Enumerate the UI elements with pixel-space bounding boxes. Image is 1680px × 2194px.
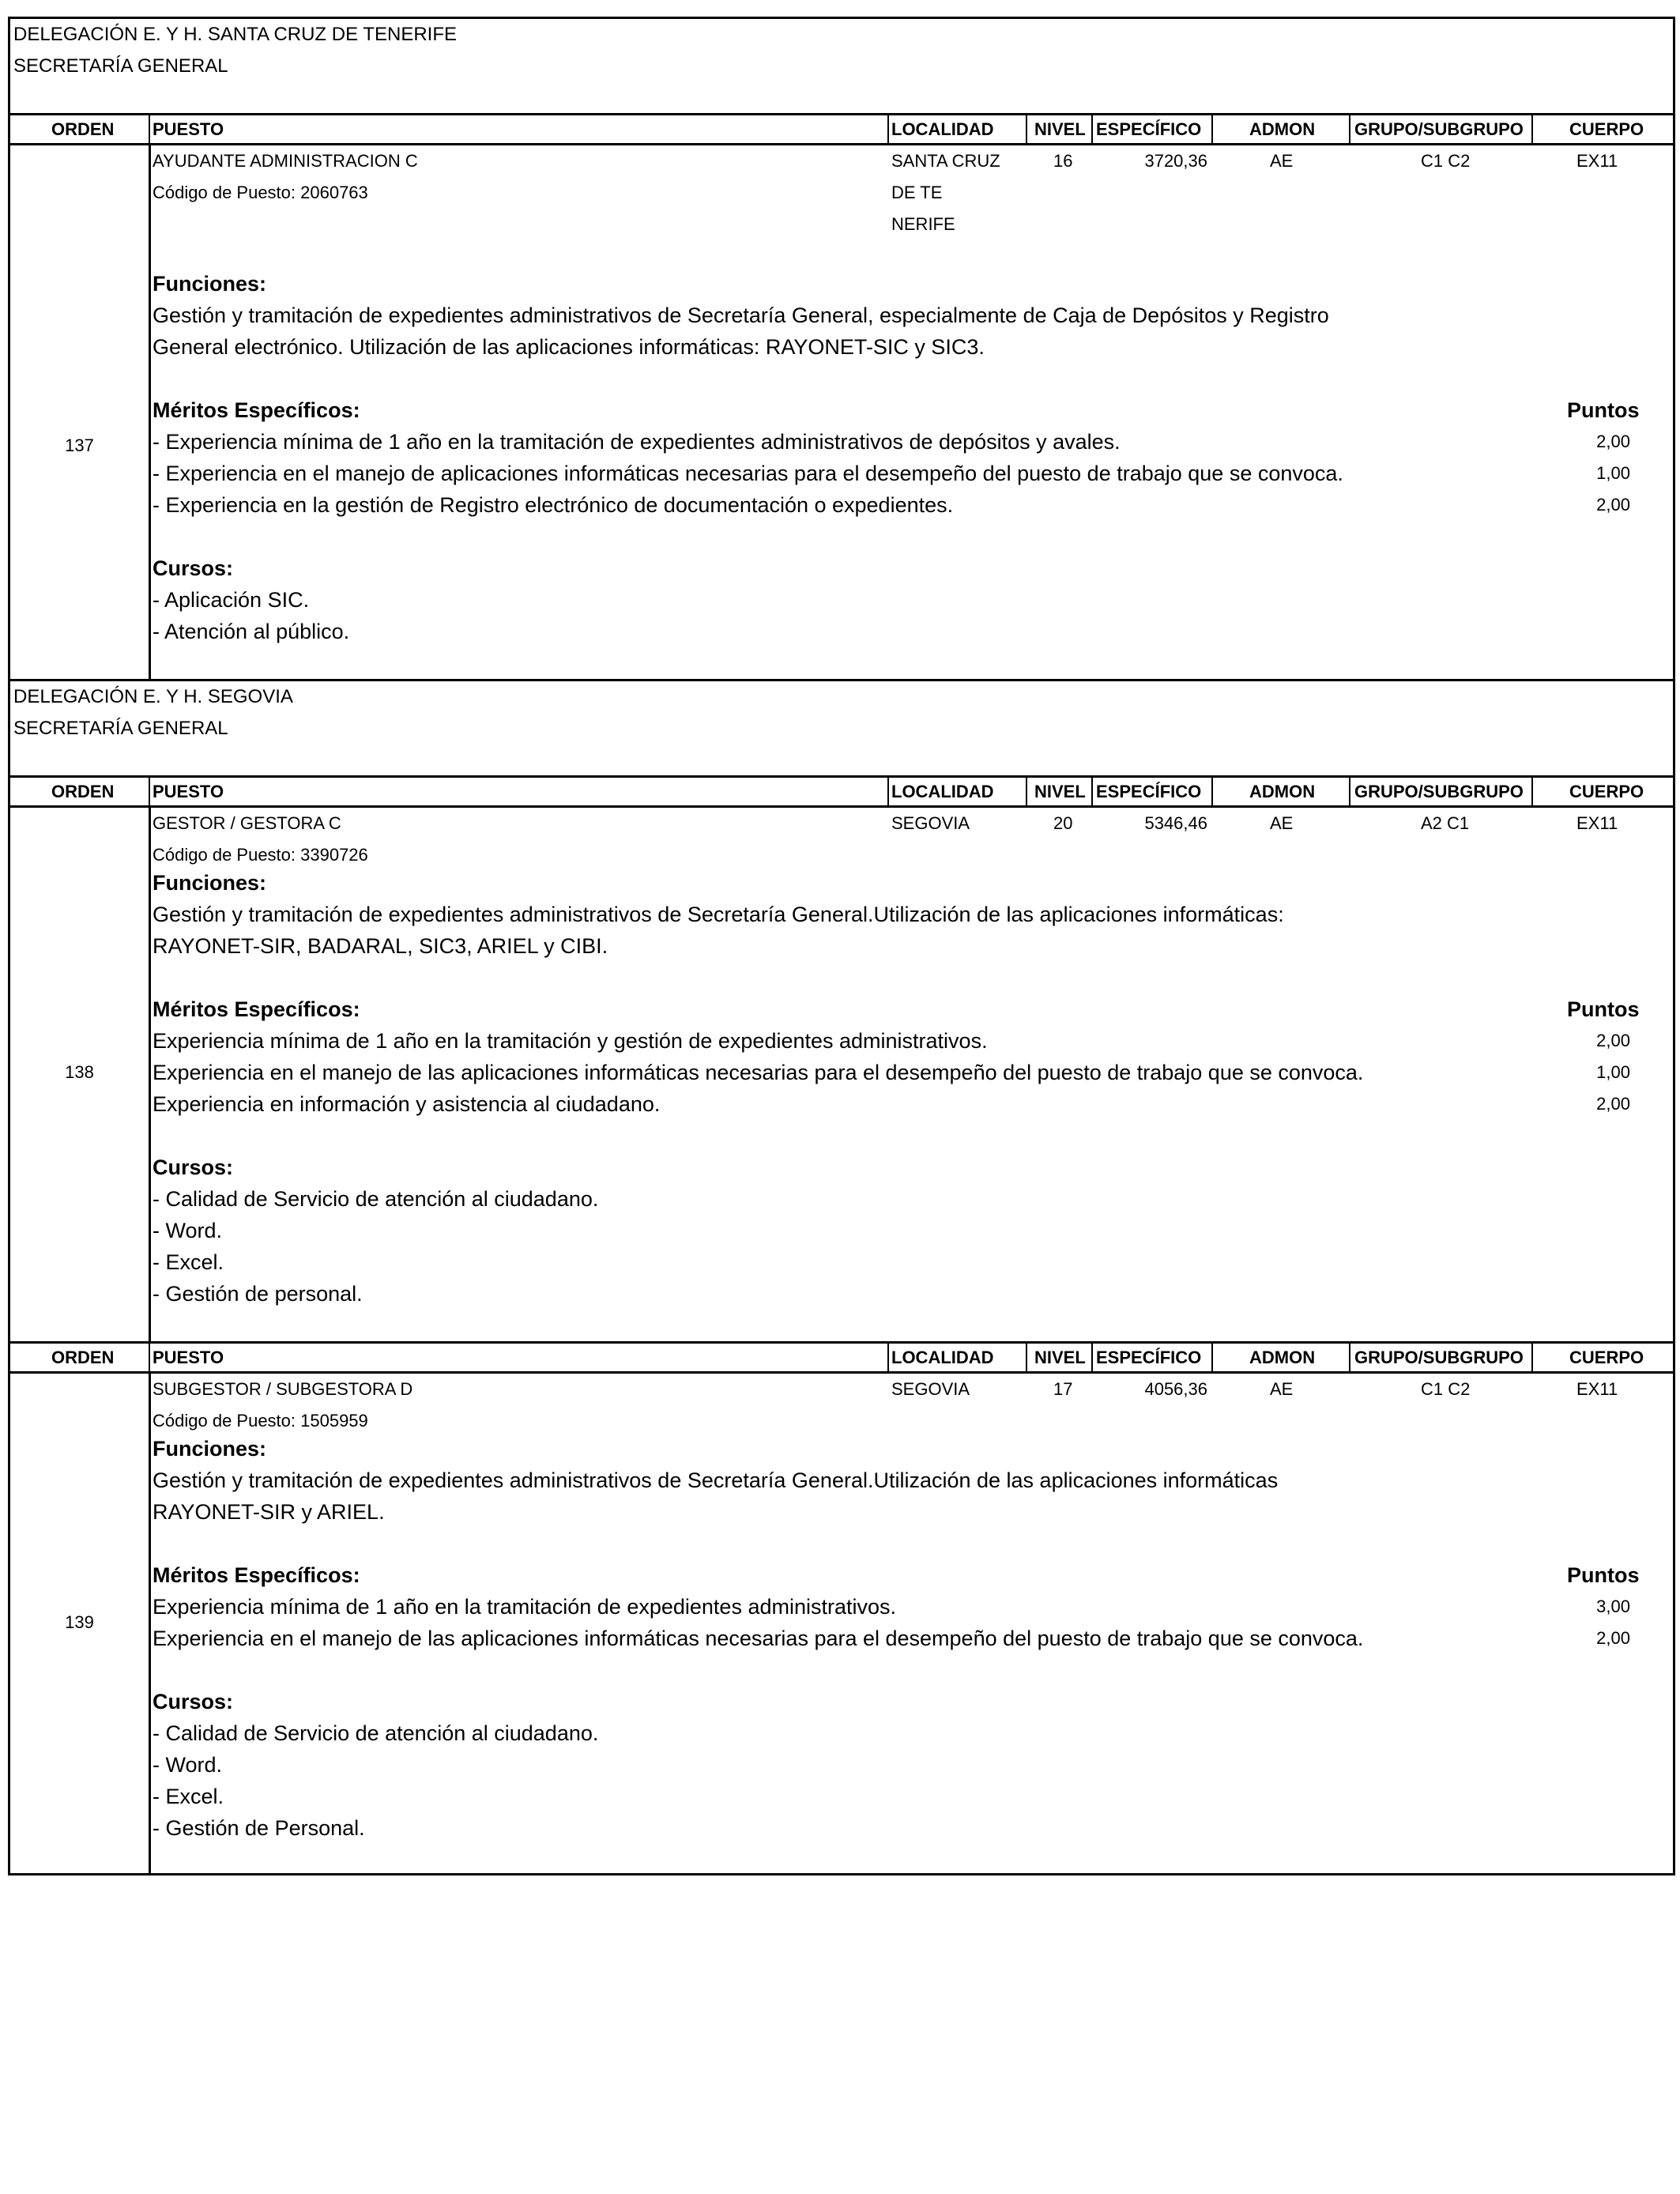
merito-puntos: 1,00: [1596, 1062, 1630, 1082]
grupo-value: C1 C2: [1421, 151, 1471, 171]
curso-item: - Word.: [153, 1219, 223, 1242]
col-grupo: GRUPO/SUBGRUPO: [1354, 119, 1524, 139]
curso-item: - Calidad de Servicio de atención al ciudadano.: [153, 1187, 599, 1211]
curso-item: - Aplicación SIC.: [153, 588, 310, 612]
puesto-value: GESTOR / GESTORA C: [153, 813, 341, 833]
col-orden: ORDEN: [51, 119, 115, 139]
curso-item: - Calidad de Servicio de atención al ciudadano.: [153, 1721, 599, 1745]
meritos-label: Méritos Específicos:: [153, 398, 360, 422]
section-header: [8, 679, 1675, 775]
funciones-line: Gestión y tramitación de expedientes administrativos de Secretaría General.Utilización de las aplicaciones informáticas:: [153, 903, 1284, 926]
grupo-value: C1 C2: [1421, 1379, 1471, 1399]
puntos-label: Puntos: [1567, 1563, 1640, 1587]
col-puesto: PUESTO: [153, 782, 224, 801]
nivel-value: 16: [1053, 151, 1073, 171]
curso-item: - Excel.: [153, 1250, 224, 1274]
delegation-title: DELEGACIÓN E. Y H. SEGOVIA: [13, 686, 293, 707]
job-row: [8, 1374, 1675, 1875]
col-puesto: PUESTO: [153, 1348, 224, 1367]
secretaria-title: SECRETARÍA GENERAL: [13, 718, 228, 739]
orden-value: 138: [65, 1062, 94, 1082]
puntos-label: Puntos: [1567, 398, 1640, 422]
curso-item: - Excel.: [153, 1785, 224, 1808]
col-admon: ADMON: [1249, 1348, 1316, 1367]
localidad-line: SEGOVIA: [891, 813, 970, 833]
col-especifico: ESPECÍFICO: [1096, 119, 1202, 139]
orden-value: 137: [65, 435, 94, 455]
especifico-value: 5346,46: [1144, 813, 1207, 833]
localidad-line: NERIFE: [891, 214, 955, 234]
cuerpo-value: EX11: [1576, 813, 1618, 833]
cursos-label: Cursos:: [153, 1690, 234, 1713]
col-admon: ADMON: [1249, 782, 1316, 801]
merito-puntos: 2,00: [1596, 1628, 1630, 1648]
col-cuerpo: CUERPO: [1569, 782, 1644, 801]
merito-item: - Experiencia mínima de 1 año en la tramitación de expedientes administrativos de depósitos y avales.: [153, 430, 1121, 454]
col-localidad: LOCALIDAD: [891, 1348, 994, 1367]
secretaria-title: SECRETARÍA GENERAL: [13, 55, 228, 77]
admon-value: AE: [1270, 151, 1294, 171]
job-listing-document: [8, 17, 1675, 1875]
col-cuerpo: CUERPO: [1569, 1348, 1644, 1367]
column-header-row: [8, 113, 1675, 145]
curso-item: - Word.: [153, 1753, 223, 1777]
localidad-line: DE TE: [891, 183, 943, 202]
cursos-label: Cursos:: [153, 556, 234, 580]
merito-puntos: 2,00: [1596, 1094, 1630, 1114]
especifico-value: 3720,36: [1144, 151, 1207, 171]
col-nivel: NIVEL: [1034, 119, 1086, 139]
cuerpo-value: EX11: [1576, 151, 1618, 171]
codigo-puesto: Código de Puesto: 2060763: [153, 183, 368, 202]
col-especifico: ESPECÍFICO: [1096, 1348, 1202, 1367]
merito-item: Experiencia mínima de 1 año en la tramitación y gestión de expedientes administrativos.: [153, 1029, 988, 1053]
column-header-row: [8, 1341, 1675, 1374]
merito-item: - Experiencia en el manejo de aplicaciones informáticas necesarias para el desempeño del puesto de trabajo que se convoca.: [153, 462, 1343, 485]
funciones-line: General electrónico. Utilización de las aplicaciones informáticas: RAYONET-SIC y SIC3.: [153, 335, 985, 359]
curso-item: - Atención al público.: [153, 620, 350, 643]
admon-value: AE: [1270, 1379, 1294, 1399]
merito-puntos: 2,00: [1596, 495, 1630, 515]
meritos-label: Méritos Específicos:: [153, 997, 360, 1021]
merito-item: Experiencia en el manejo de las aplicaciones informáticas necesarias para el desempeño del puesto de trabajo que se convoca.: [153, 1627, 1364, 1650]
col-localidad: LOCALIDAD: [891, 782, 994, 801]
col-grupo: GRUPO/SUBGRUPO: [1354, 782, 1524, 801]
puntos-label: Puntos: [1567, 997, 1640, 1021]
puesto-value: AYUDANTE ADMINISTRACION C: [153, 151, 418, 171]
merito-puntos: 1,00: [1596, 463, 1630, 483]
job-row: [8, 145, 1675, 679]
meritos-label: Méritos Específicos:: [153, 1563, 360, 1587]
col-especifico: ESPECÍFICO: [1096, 782, 1202, 801]
codigo-puesto: Código de Puesto: 3390726: [153, 845, 368, 865]
localidad-line: SEGOVIA: [891, 1379, 970, 1399]
orden-value: 139: [65, 1612, 94, 1632]
merito-puntos: 2,00: [1596, 432, 1630, 451]
job-row: [8, 808, 1675, 1341]
funciones-line: RAYONET-SIR y ARIEL.: [153, 1500, 385, 1524]
col-puesto: PUESTO: [153, 119, 224, 139]
nivel-value: 17: [1053, 1379, 1073, 1399]
merito-item: Experiencia en información y asistencia al ciudadano.: [153, 1092, 661, 1116]
nivel-value: 20: [1053, 813, 1073, 833]
curso-item: - Gestión de Personal.: [153, 1816, 365, 1840]
column-header-row: [8, 775, 1675, 808]
col-grupo: GRUPO/SUBGRUPO: [1354, 1348, 1524, 1367]
especifico-value: 4056,36: [1144, 1379, 1207, 1399]
col-nivel: NIVEL: [1034, 1348, 1086, 1367]
funciones-line: Gestión y tramitación de expedientes administrativos de Secretaría General, especialmente de Caja de Depósitos y Registro: [153, 303, 1329, 327]
merito-item: Experiencia mínima de 1 año en la tramitación de expedientes administrativos.: [153, 1595, 897, 1619]
merito-puntos: 3,00: [1596, 1596, 1630, 1616]
funciones-line: RAYONET-SIR, BADARAL, SIC3, ARIEL y CIBI.: [153, 934, 608, 958]
curso-item: - Gestión de personal.: [153, 1282, 363, 1306]
col-orden: ORDEN: [51, 782, 115, 801]
delegation-title: DELEGACIÓN E. Y H. SANTA CRUZ DE TENERIFE: [13, 24, 458, 45]
merito-item: - Experiencia en la gestión de Registro electrónico de documentación o expedientes.: [153, 493, 954, 517]
grupo-value: A2 C1: [1421, 813, 1470, 833]
localidad-line: SANTA CRUZ: [891, 151, 1000, 171]
merito-item: Experiencia en el manejo de las aplicaciones informáticas necesarias para el desempeño del puesto de trabajo que se convoca.: [153, 1061, 1364, 1084]
cuerpo-value: EX11: [1576, 1379, 1618, 1399]
funciones-label: Funciones:: [153, 871, 267, 895]
col-orden: ORDEN: [51, 1348, 115, 1367]
funciones-label: Funciones:: [153, 1437, 267, 1461]
funciones-label: Funciones:: [153, 272, 267, 296]
col-cuerpo: CUERPO: [1569, 119, 1644, 139]
col-admon: ADMON: [1249, 119, 1316, 139]
col-localidad: LOCALIDAD: [891, 119, 994, 139]
section-header: [8, 17, 1675, 113]
funciones-line: Gestión y tramitación de expedientes administrativos de Secretaría General.Utilización de las aplicaciones informáticas: [153, 1468, 1279, 1492]
codigo-puesto: Código de Puesto: 1505959: [153, 1411, 368, 1431]
cursos-label: Cursos:: [153, 1155, 234, 1179]
col-nivel: NIVEL: [1034, 782, 1086, 801]
merito-puntos: 2,00: [1596, 1031, 1630, 1050]
puesto-value: SUBGESTOR / SUBGESTORA D: [153, 1379, 413, 1399]
admon-value: AE: [1270, 813, 1294, 833]
